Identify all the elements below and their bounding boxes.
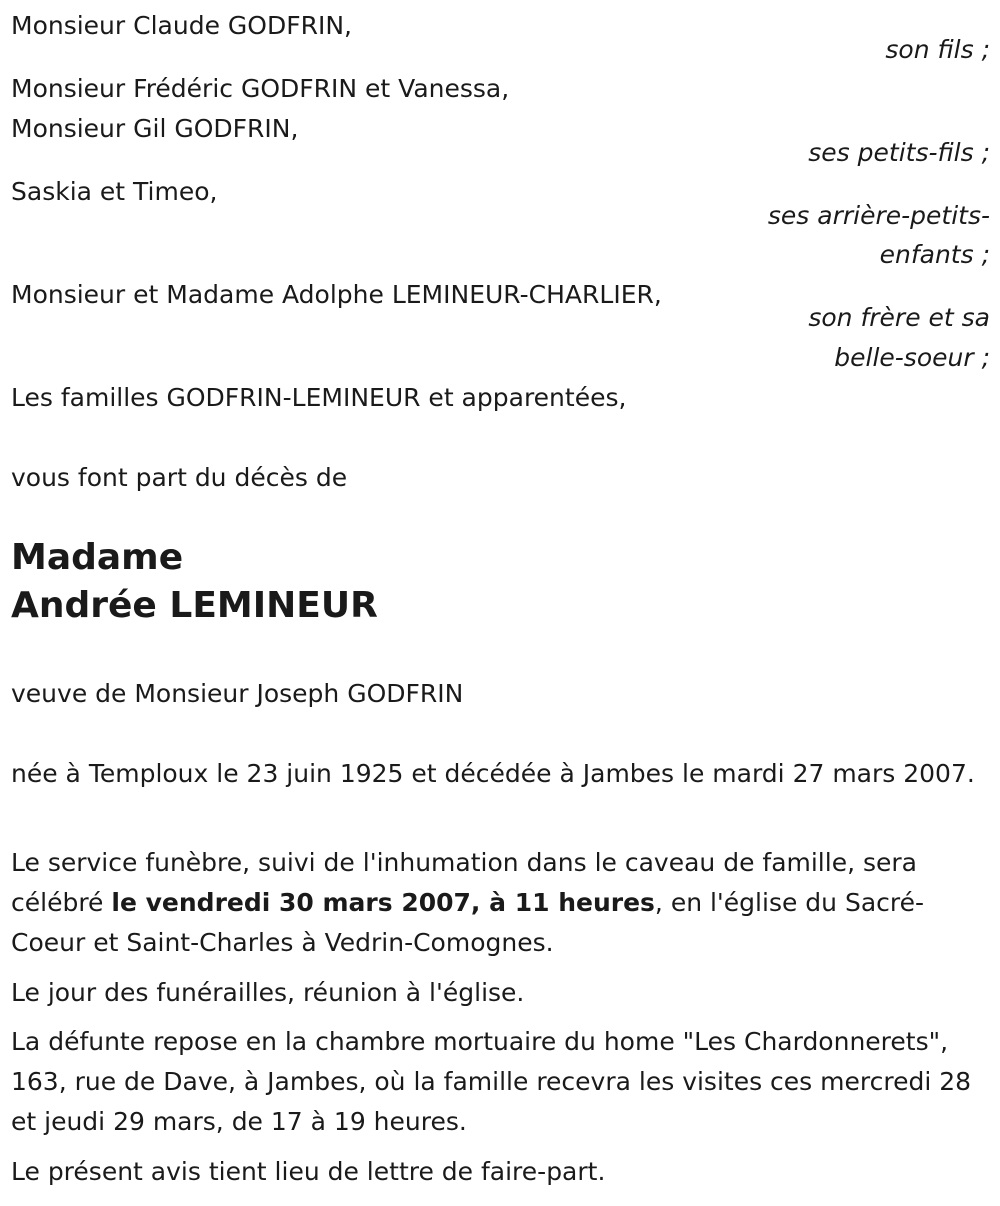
family-brother-relation-line2: belle-soeur ; xyxy=(834,343,990,372)
service-date-time: le vendredi 30 mars 2007, à 11 heures xyxy=(111,888,655,917)
deceased-title: Madame xyxy=(11,537,184,578)
family-son-name: Monsieur Claude GODFRIN, xyxy=(11,11,352,40)
deceased-name: Andrée LEMINEUR xyxy=(11,585,378,626)
notice-paragraph: Le présent avis tient lieu de lettre de faire-part. xyxy=(11,1157,606,1186)
service-text-start: Le service funèbre, suivi de l'inhumation dans le caveau de famille, sera célébré xyxy=(11,848,917,917)
family-great-grandchildren-relation-line2: enfants ; xyxy=(879,240,990,269)
family-grandson-1-name: Monsieur Frédéric GODFRIN et Vanessa, xyxy=(11,74,510,103)
widow-of-text: veuve de Monsieur Joseph GODFRIN xyxy=(11,679,464,708)
family-great-grandchildren-name: Saskia et Timeo, xyxy=(11,177,218,206)
meeting-paragraph: Le jour des funérailles, réunion à l'église. xyxy=(11,978,525,1007)
family-brother-relation-line1: son frère et sa xyxy=(808,303,990,332)
family-brother-name: Monsieur et Madame Adolphe LEMINEUR-CHARLIER, xyxy=(11,280,662,309)
birth-death-paragraph: née à Temploux le 23 juin 1925 et décédée à Jambes le mardi 27 mars 2007. xyxy=(11,759,975,788)
family-son-relation: son fils ; xyxy=(885,35,990,64)
service-text-end: , en l'église du Sacré-Coeur et Saint-Charles à Vedrin-Comognes. xyxy=(11,888,925,957)
family-relatives: Les familles GODFRIN-LEMINEUR et apparentées, xyxy=(11,383,627,412)
family-grandson-2-name: Monsieur Gil GODFRIN, xyxy=(11,114,299,143)
rest-paragraph: La défunte repose en la chambre mortuaire du home "Les Chardonnerets", 163, rue de Dave, à Jambes, où la famille recevra les visites ces mercredi 28 et jeudi 29 mars, de 17 à 19 heures. xyxy=(11,1027,972,1136)
family-grandsons-relation: ses petits-fils ; xyxy=(808,138,990,167)
family-great-grandchildren-relation-line1: ses arrière-petits- xyxy=(767,201,990,230)
service-paragraph xyxy=(11,843,991,963)
announcement-text: vous font part du décès de xyxy=(11,463,348,492)
